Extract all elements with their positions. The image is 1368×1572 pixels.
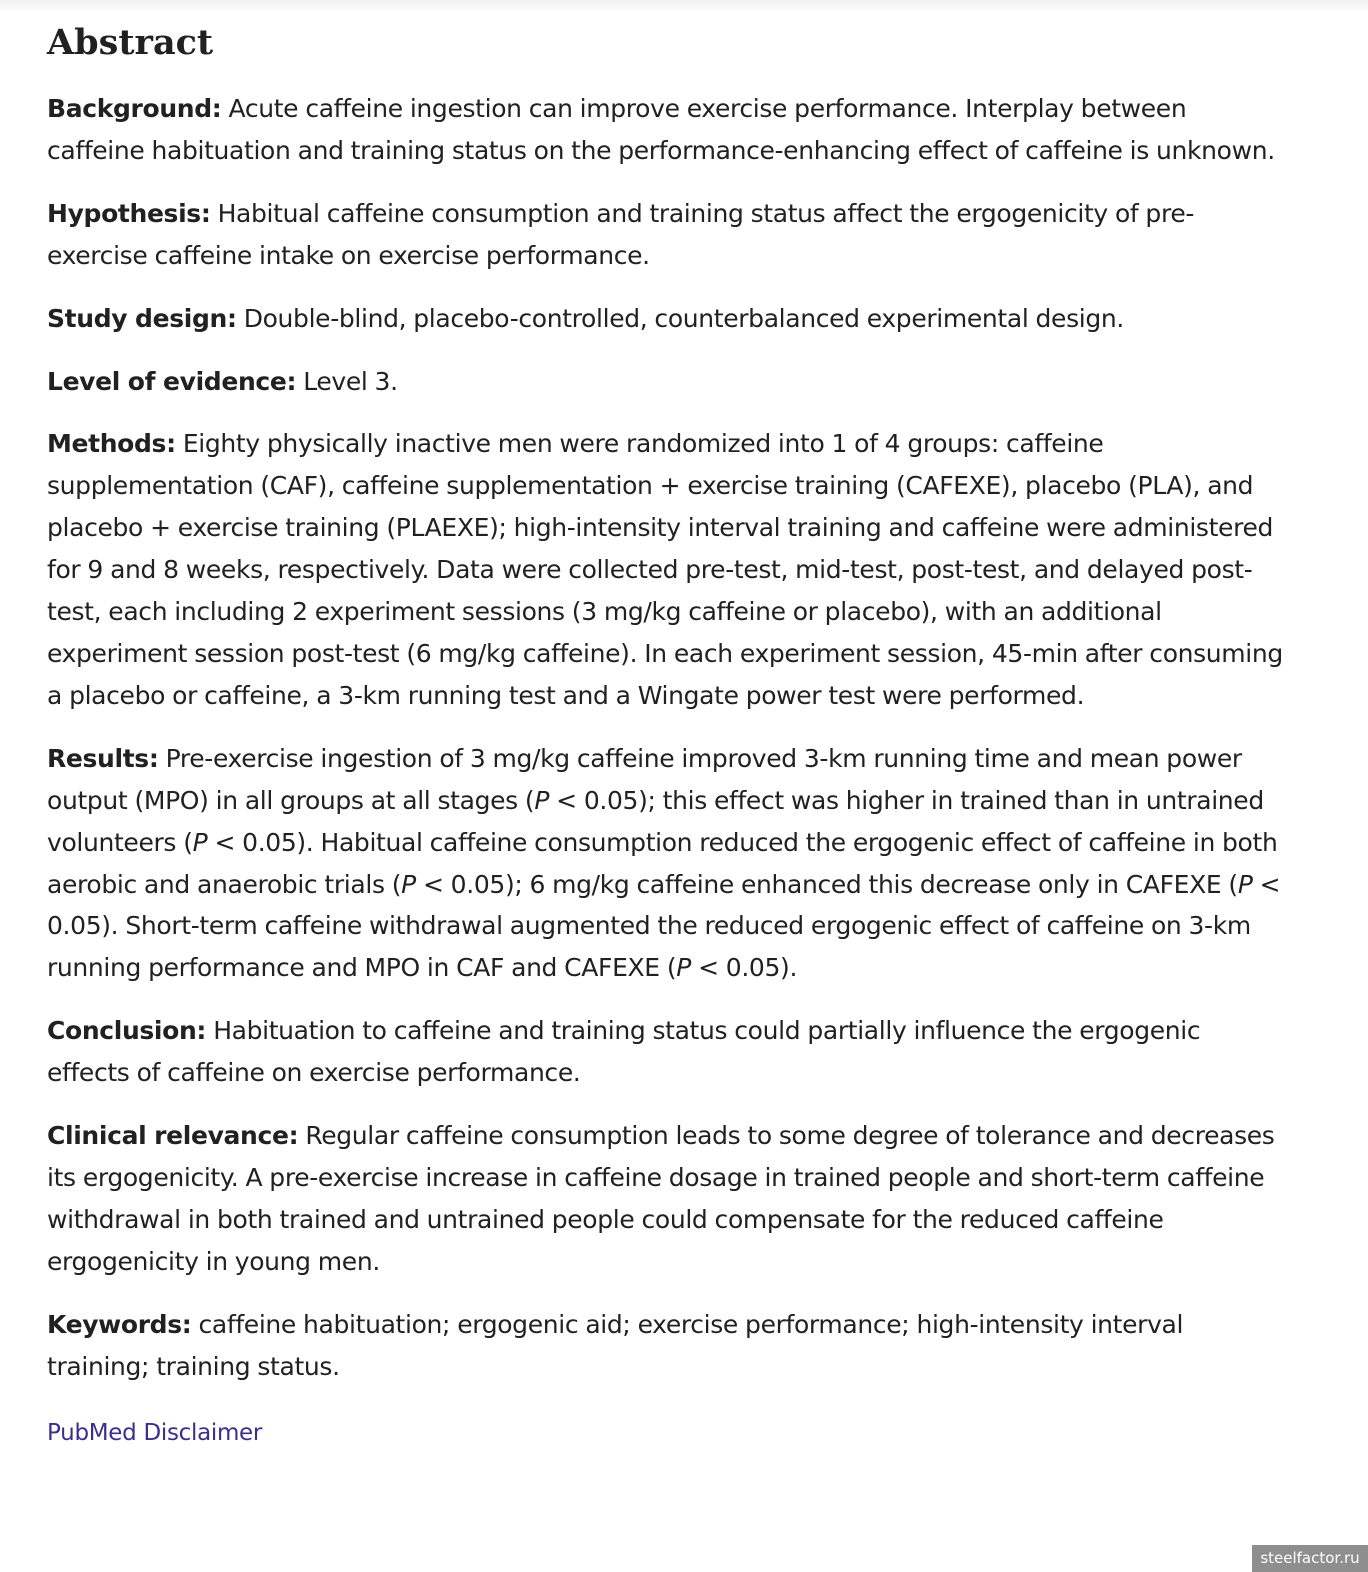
section-label: Results: (47, 743, 159, 773)
abstract-conclusion (47, 1010, 1287, 1094)
abstract-keywords (47, 1304, 1287, 1388)
section-text: Acute caffeine ingestion can improve exercise performance. Interplay between caffeine habituation and training status on the performance-enhancing effect of caffeine is unknown. (47, 94, 1275, 165)
section-text: Eighty physically inactive men were randomized into 1 of 4 groups: caffeine supplementation (CAF), caffeine supplementation + exercise training (CAFEXE), placebo (PLA), and placebo + exercise training (PLAEXE); high-intensity interval training and caffeine were administered for 9 and 8 weeks, respectively. Data were collected pre-test, mid-test, post-test, and delayed post-test, each including 2 experiment sessions (3 mg/kg caffeine or placebo), with an additional experiment session post-test (6 mg/kg caffeine). In each experiment session, 45-min after consuming a placebo or caffeine, a 3-km running test and a Wingate power test were performed. (47, 429, 1283, 710)
section-text: Level 3. (303, 366, 398, 396)
section-text: caffeine habituation; ergogenic aid; exercise performance; high-intensity interval training; training status. (47, 1309, 1184, 1381)
section-text: Regular caffeine consumption leads to some degree of tolerance and decreases its ergogenicity. A pre-exercise increase in caffeine dosage in trained people and short-term caffeine withdrawal in both trained and untrained people could compensate for the reduced caffeine ergogenicity in young men. (47, 1121, 1275, 1276)
abstract-results (47, 738, 1287, 989)
abstract-level-of-evidence (47, 361, 1287, 403)
watermark: steelfactor.ru (1252, 1545, 1368, 1572)
abstract-methods (47, 423, 1287, 716)
top-shadow (0, 0, 1368, 14)
section-text: Double-blind, placebo-controlled, counterbalanced experimental design. (243, 303, 1124, 333)
section-label: Clinical relevance: (47, 1121, 299, 1151)
section-label: Study design: (47, 303, 237, 333)
section-label: Keywords: (47, 1309, 192, 1339)
section-label: Conclusion: (47, 1016, 207, 1046)
abstract-section (47, 18, 1287, 1449)
abstract-hypothesis (47, 193, 1287, 277)
abstract-heading: Abstract (47, 22, 214, 63)
pubmed-disclaimer-link[interactable]: PubMed Disclaimer (47, 1420, 263, 1447)
section-label: Hypothesis: (47, 198, 211, 228)
abstract-background (47, 88, 1287, 172)
section-label: Level of evidence: (47, 366, 297, 396)
abstract-study-design (47, 298, 1287, 340)
abstract-clinical-relevance (47, 1115, 1287, 1283)
section-text: Habituation to caffeine and training status could partially influence the ergogenic effects of caffeine on exercise performance. (47, 1016, 1201, 1088)
section-label: Methods: (47, 429, 176, 459)
section-text: Habitual caffeine consumption and training status affect the ergogenicity of pre-exercise caffeine intake on exercise performance. (47, 198, 1195, 270)
section-text: Pre-exercise ingestion of 3 mg/kg caffeine improved 3-km running time and mean power output (MPO) in all groups at all stages (P < 0.05); this effect was higher in trained than in untrained volunteers (P < 0.05). Habitual caffeine consumption reduced the ergogenic effect of caffeine in both aerobic and anaerobic trials (P < 0.05); 6 mg/kg caffeine enhanced this decrease only in CAFEXE (P < 0.05). Short-term caffeine withdrawal augmented the reduced ergogenic effect of caffeine on 3-km running performance and MPO in CAF and CAFEXE (P < 0.05). (47, 743, 1281, 983)
section-label: Background: (47, 94, 222, 123)
